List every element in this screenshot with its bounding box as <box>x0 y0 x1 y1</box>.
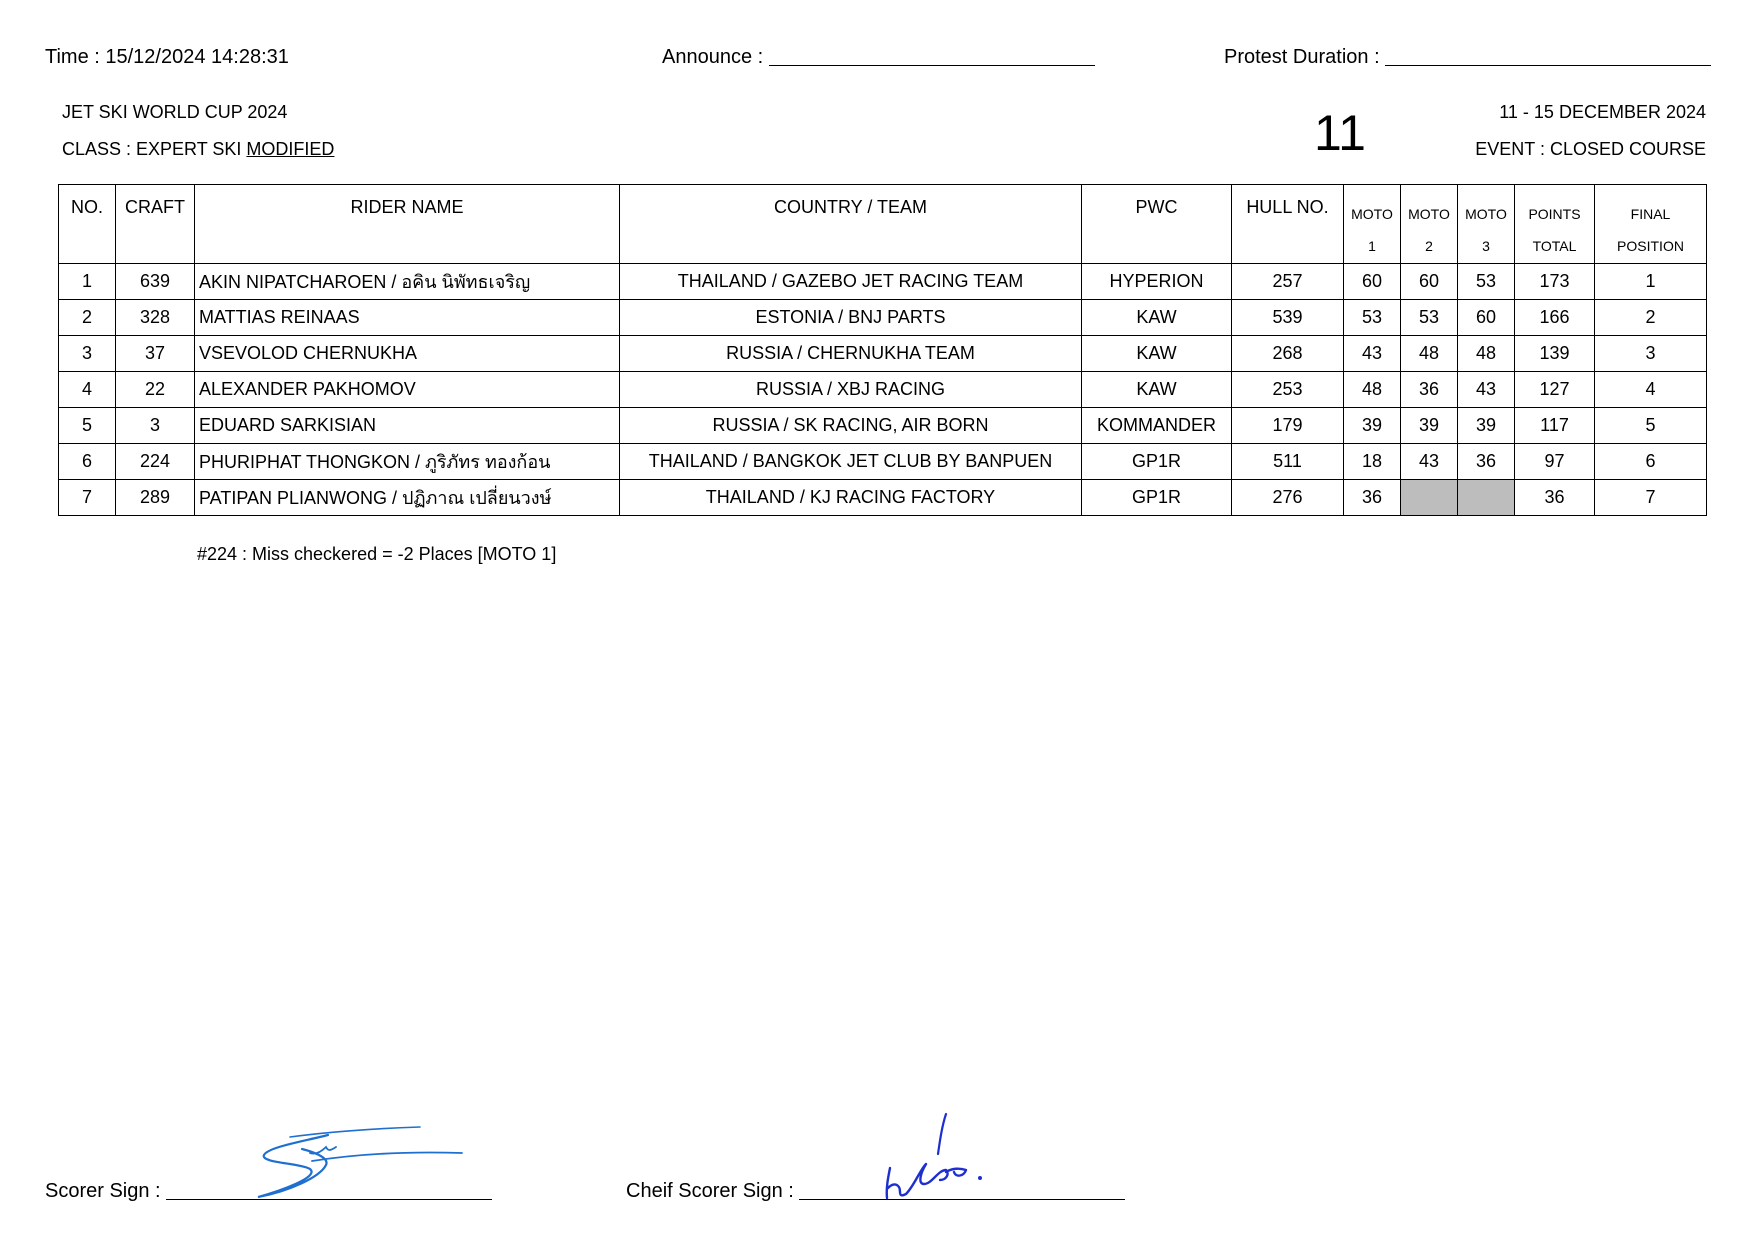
protest-line <box>1224 46 1711 69</box>
event-name: JET SKI WORLD CUP 2024 <box>62 102 288 122</box>
table-row <box>59 336 1707 372</box>
cell-moto2-blank <box>1401 480 1458 516</box>
col-moto3: MOTO 3 <box>1458 185 1515 264</box>
cell-moto2: 36 <box>1401 372 1458 408</box>
class-prefix: CLASS : EXPERT SKI <box>62 139 247 159</box>
col-points-total: POINTS TOTAL <box>1515 185 1595 264</box>
cell-position: 3 <box>1595 336 1707 372</box>
cell-country: THAILAND / GAZEBO JET RACING TEAM <box>620 264 1082 300</box>
col-no: NO. <box>59 185 116 264</box>
cell-no: 3 <box>59 336 116 372</box>
cell-rider: PHURIPHAT THONGKON / ภูริภัทร ทองก้อน <box>195 444 620 480</box>
cell-craft: 22 <box>116 372 195 408</box>
col-craft: CRAFT <box>116 185 195 264</box>
table-row <box>59 300 1707 336</box>
cell-hull: 253 <box>1232 372 1344 408</box>
cell-total: 97 <box>1515 444 1595 480</box>
cell-position: 4 <box>1595 372 1707 408</box>
table-row <box>59 444 1707 480</box>
cell-craft: 289 <box>116 480 195 516</box>
protest-field <box>1385 65 1711 66</box>
cell-pwc: KOMMANDER <box>1082 408 1232 444</box>
chief-scorer-sign-line <box>626 1180 1125 1203</box>
cell-moto3: 48 <box>1458 336 1515 372</box>
col-rider: RIDER NAME <box>195 185 620 264</box>
cell-rider: VSEVOLOD CHERNUKHA <box>195 336 620 372</box>
cell-total: 166 <box>1515 300 1595 336</box>
cell-rider: MATTIAS REINAAS <box>195 300 620 336</box>
cell-pwc: HYPERION <box>1082 264 1232 300</box>
scorer-signature <box>250 1125 470 1205</box>
table-row <box>59 408 1707 444</box>
penalty-note: #224 : Miss checkered = -2 Places [MOTO 1] <box>197 544 557 564</box>
cell-moto1: 39 <box>1344 408 1401 444</box>
cell-no: 4 <box>59 372 116 408</box>
cell-moto2: 43 <box>1401 444 1458 480</box>
cell-rider: ALEXANDER PAKHOMOV <box>195 372 620 408</box>
cell-position: 1 <box>1595 264 1707 300</box>
cell-moto2: 39 <box>1401 408 1458 444</box>
cell-hull: 511 <box>1232 444 1344 480</box>
cell-no: 5 <box>59 408 116 444</box>
cell-craft: 224 <box>116 444 195 480</box>
cell-hull: 268 <box>1232 336 1344 372</box>
cell-moto1: 48 <box>1344 372 1401 408</box>
cell-craft: 3 <box>116 408 195 444</box>
cell-position: 2 <box>1595 300 1707 336</box>
scorer-sign-label: Scorer Sign : <box>45 1180 161 1202</box>
protest-label: Protest Duration : <box>1224 46 1380 68</box>
cell-hull: 257 <box>1232 264 1344 300</box>
cell-pwc: KAW <box>1082 300 1232 336</box>
page-number: 11 <box>1314 105 1366 161</box>
cell-no: 1 <box>59 264 116 300</box>
cell-moto2: 48 <box>1401 336 1458 372</box>
chief-scorer-sign-label: Cheif Scorer Sign : <box>626 1180 794 1202</box>
col-moto2: MOTO 2 <box>1401 185 1458 264</box>
cell-country: RUSSIA / XBJ RACING <box>620 372 1082 408</box>
cell-no: 2 <box>59 300 116 336</box>
cell-country: RUSSIA / SK RACING, AIR BORN <box>620 408 1082 444</box>
cell-moto1: 60 <box>1344 264 1401 300</box>
cell-moto1: 43 <box>1344 336 1401 372</box>
announce-field <box>769 65 1095 66</box>
results-table <box>58 184 1707 516</box>
cell-country: ESTONIA / BNJ PARTS <box>620 300 1082 336</box>
cell-moto1: 18 <box>1344 444 1401 480</box>
announce-label: Announce : <box>662 46 764 68</box>
cell-pwc: GP1R <box>1082 444 1232 480</box>
announce-line <box>662 46 1095 69</box>
cell-total: 127 <box>1515 372 1595 408</box>
class-modifier: MODIFIED <box>246 139 335 159</box>
cell-moto3: 36 <box>1458 444 1515 480</box>
chief-scorer-signature <box>880 1110 990 1205</box>
class-line <box>62 139 334 160</box>
cell-moto1: 36 <box>1344 480 1401 516</box>
cell-position: 7 <box>1595 480 1707 516</box>
cell-position: 6 <box>1595 444 1707 480</box>
cell-craft: 328 <box>116 300 195 336</box>
cell-hull: 179 <box>1232 408 1344 444</box>
cell-rider: PATIPAN PLIANWONG / ปฏิภาณ เปลี่ยนวงษ์ <box>195 480 620 516</box>
cell-no: 6 <box>59 444 116 480</box>
cell-total: 173 <box>1515 264 1595 300</box>
cell-position: 5 <box>1595 408 1707 444</box>
event-type: EVENT : CLOSED COURSE <box>1475 139 1706 159</box>
cell-moto3-blank <box>1458 480 1515 516</box>
table-row <box>59 264 1707 300</box>
cell-craft: 37 <box>116 336 195 372</box>
cell-moto3: 53 <box>1458 264 1515 300</box>
cell-pwc: KAW <box>1082 336 1232 372</box>
cell-no: 7 <box>59 480 116 516</box>
cell-total: 139 <box>1515 336 1595 372</box>
cell-pwc: KAW <box>1082 372 1232 408</box>
cell-moto3: 43 <box>1458 372 1515 408</box>
col-final-position: FINAL POSITION <box>1595 185 1707 264</box>
col-country: COUNTRY / TEAM <box>620 185 1082 264</box>
cell-moto2: 53 <box>1401 300 1458 336</box>
cell-rider: AKIN NIPATCHAROEN / อคิน นิพัทธเจริญ <box>195 264 620 300</box>
cell-country: RUSSIA / CHERNUKHA TEAM <box>620 336 1082 372</box>
table-row <box>59 480 1707 516</box>
cell-country: THAILAND / KJ RACING FACTORY <box>620 480 1082 516</box>
cell-total: 36 <box>1515 480 1595 516</box>
header-row <box>59 185 1707 264</box>
table-row <box>59 372 1707 408</box>
cell-craft: 639 <box>116 264 195 300</box>
cell-total: 117 <box>1515 408 1595 444</box>
cell-hull: 539 <box>1232 300 1344 336</box>
print-time: Time : 15/12/2024 14:28:31 <box>45 46 289 68</box>
col-hull: HULL NO. <box>1232 185 1344 264</box>
cell-moto3: 39 <box>1458 408 1515 444</box>
cell-pwc: GP1R <box>1082 480 1232 516</box>
cell-country: THAILAND / BANGKOK JET CLUB BY BANPUEN <box>620 444 1082 480</box>
cell-moto3: 60 <box>1458 300 1515 336</box>
cell-hull: 276 <box>1232 480 1344 516</box>
col-moto1: MOTO 1 <box>1344 185 1401 264</box>
table-body <box>59 264 1707 516</box>
cell-moto1: 53 <box>1344 300 1401 336</box>
event-dates: 11 - 15 DECEMBER 2024 <box>1499 102 1706 122</box>
col-pwc: PWC <box>1082 185 1232 264</box>
cell-rider: EDUARD SARKISIAN <box>195 408 620 444</box>
cell-moto2: 60 <box>1401 264 1458 300</box>
